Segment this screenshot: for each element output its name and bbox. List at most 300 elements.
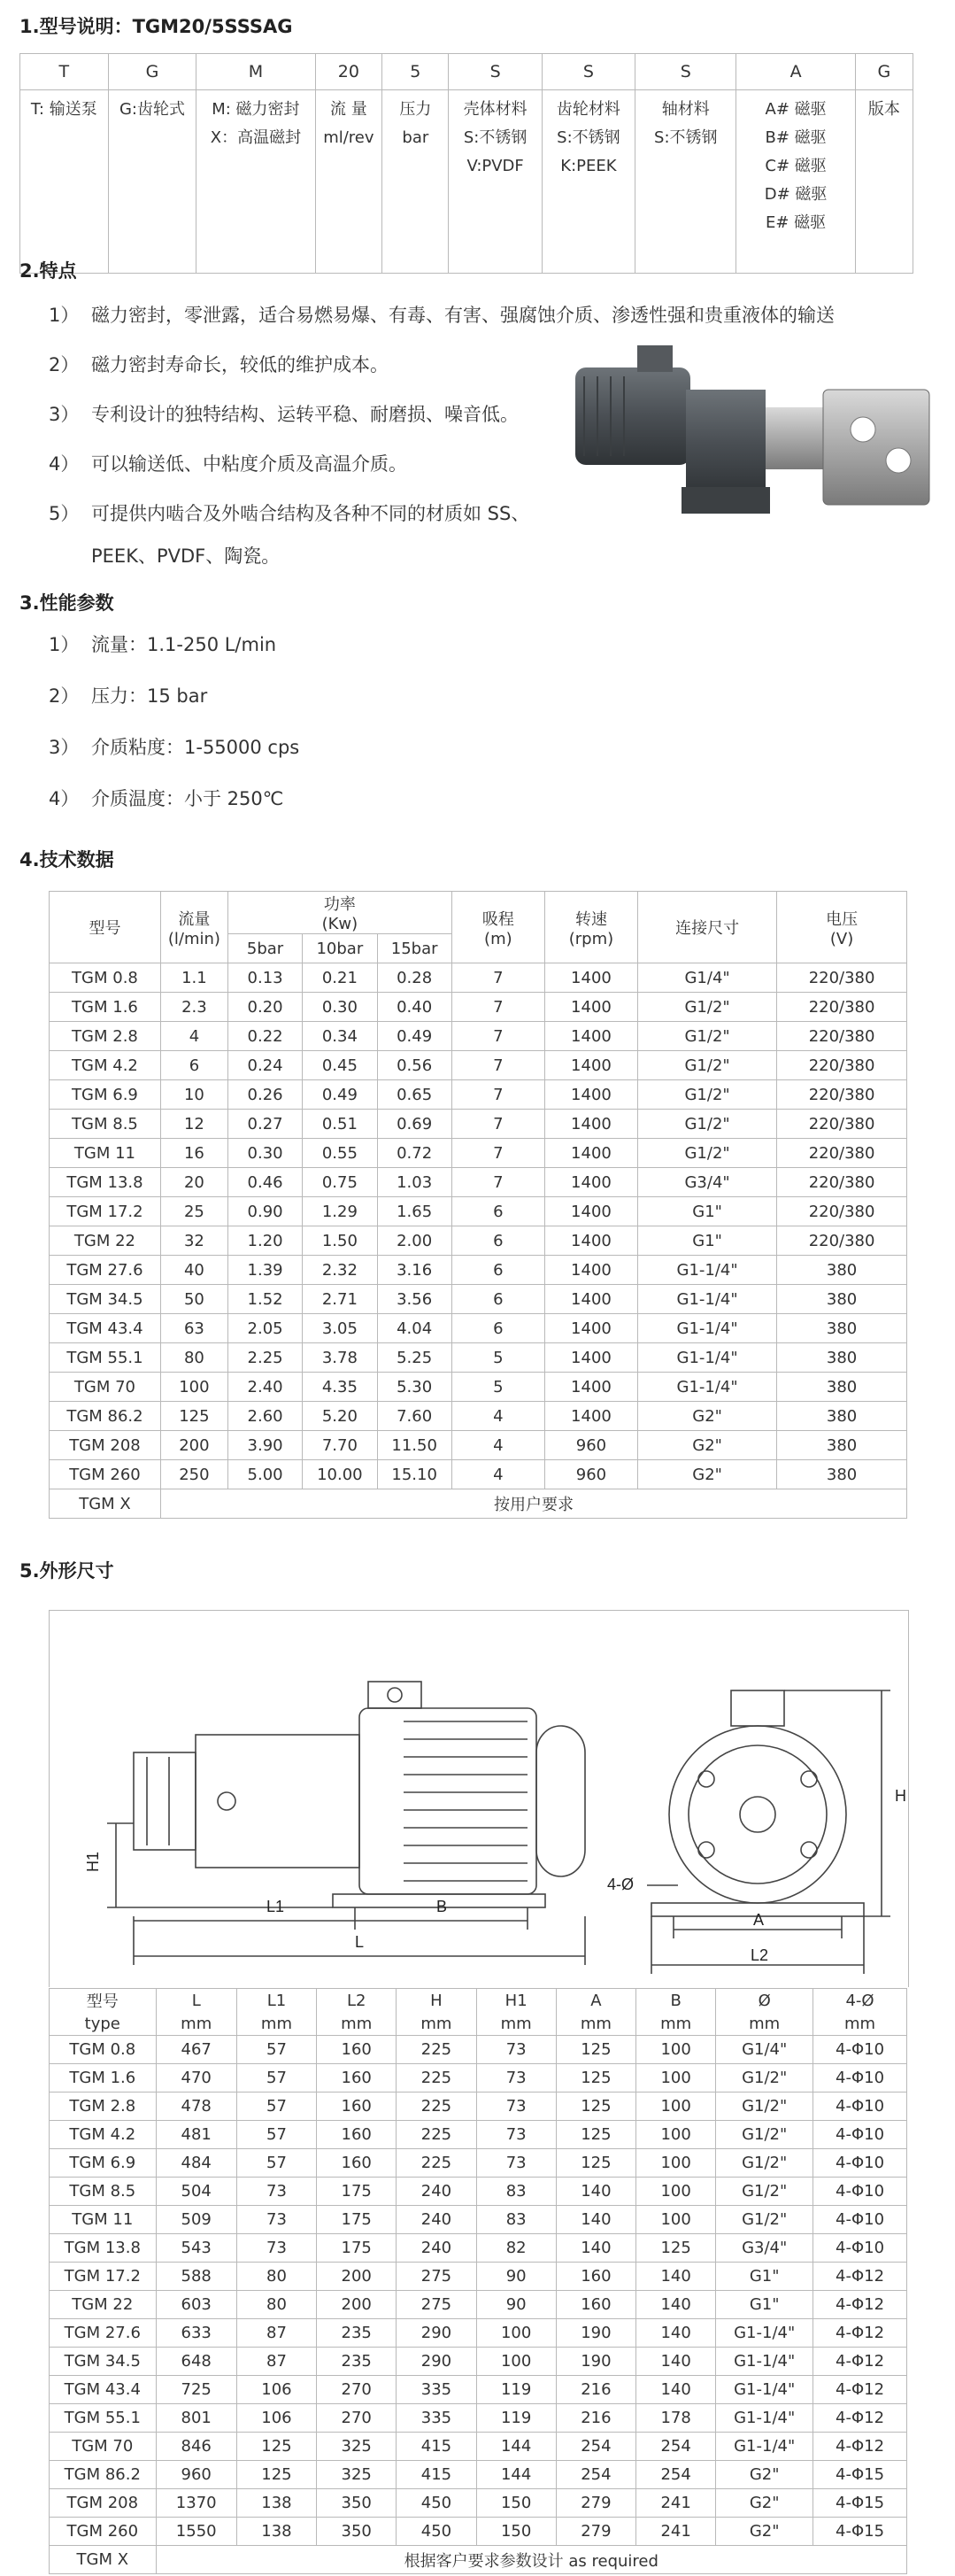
- model-detail-line: 齿轮材料: [556, 100, 620, 119]
- tech-cell: 125: [160, 1402, 227, 1431]
- dim-cell: 603: [156, 2291, 236, 2319]
- dim-cell: 4-Φ12: [813, 2291, 907, 2319]
- tech-cell: 1400: [544, 1197, 637, 1226]
- dim-row: [50, 2263, 907, 2291]
- dim-cell: 200: [317, 2263, 397, 2291]
- tech-cell: 1400: [544, 1110, 637, 1139]
- th-flow: 流量 (l/min): [160, 892, 227, 963]
- performance-num: 3）: [49, 737, 80, 758]
- dim-cell: G1": [716, 2263, 813, 2291]
- label-h1: H1: [84, 1851, 102, 1872]
- tech-cell: 1400: [544, 1080, 637, 1110]
- dim-unit-cell: mm: [716, 2012, 813, 2036]
- dim-cell: TGM 43.4: [50, 2376, 157, 2404]
- dim-cell: 450: [397, 2518, 476, 2546]
- tech-cell: 3.16: [377, 1256, 451, 1285]
- dim-cell: 725: [156, 2376, 236, 2404]
- dim-row: [50, 2433, 907, 2461]
- tech-cell: 0.22: [227, 1022, 302, 1051]
- tech-cell: 3.90: [227, 1431, 302, 1460]
- tech-row: [50, 1197, 907, 1226]
- tech-cell: 0.26: [227, 1080, 302, 1110]
- label-b: B: [436, 1898, 448, 1915]
- tech-cell: TGM 1.6: [50, 993, 161, 1022]
- dim-cell: 4-Φ15: [813, 2461, 907, 2489]
- dim-header-cell: 4-Ø: [813, 1989, 907, 2013]
- dim-cell: 4-Φ15: [813, 2489, 907, 2518]
- tech-cell: 4: [451, 1402, 544, 1431]
- dim-cell: 960: [156, 2461, 236, 2489]
- model-detail-cell: [382, 90, 449, 274]
- tech-cell: 1.1: [160, 963, 227, 993]
- tech-cell: 380: [777, 1285, 907, 1314]
- model-detail-line: 压力: [399, 100, 432, 119]
- dim-cell: 178: [636, 2404, 716, 2433]
- tech-cell: G2": [638, 1402, 777, 1431]
- model-detail-line: E# 磁驱: [765, 213, 827, 232]
- feature-item: [49, 400, 519, 427]
- model-code-table: [19, 53, 913, 274]
- tech-row: [50, 1314, 907, 1343]
- tech-cell: 2.25: [227, 1343, 302, 1373]
- dim-cell: 235: [317, 2319, 397, 2348]
- tech-cell: 0.72: [377, 1139, 451, 1168]
- performance-num: 1）: [49, 634, 80, 655]
- tech-cell: G1-1/4": [638, 1373, 777, 1402]
- dim-cell: G2": [716, 2461, 813, 2489]
- tech-cell: 0.56: [377, 1051, 451, 1080]
- tech-cell: 6: [451, 1256, 544, 1285]
- dim-cell: 240: [397, 2178, 476, 2206]
- model-detail-line: M: 磁力密封: [212, 100, 300, 119]
- tech-row: [50, 1110, 907, 1139]
- tech-cell: 7: [451, 963, 544, 993]
- dim-unit-cell: mm: [556, 2012, 635, 2036]
- tech-cell: 0.55: [303, 1139, 377, 1168]
- tech-cell: G2": [638, 1431, 777, 1460]
- dim-cell: 4-Φ10: [813, 2234, 907, 2263]
- model-code-cell: M: [196, 54, 315, 90]
- dim-cell: TGM 6.9: [50, 2149, 157, 2178]
- tech-cell: 4.04: [377, 1314, 451, 1343]
- tech-cell: 1.52: [227, 1285, 302, 1314]
- dim-row: [50, 2093, 907, 2121]
- feature-num: 5）: [49, 503, 80, 524]
- tech-cell: TGM 43.4: [50, 1314, 161, 1343]
- tech-cell: 11.50: [377, 1431, 451, 1460]
- tech-cell: 1.20: [227, 1226, 302, 1256]
- tech-cell: TGM 260: [50, 1460, 161, 1489]
- dim-cell: 83: [476, 2206, 556, 2234]
- feature-text: 专利设计的独特结构、运转平稳、耐磨损、噪音低。: [91, 404, 519, 425]
- dim-cell: TGM 2.8: [50, 2093, 157, 2121]
- dim-cell: 150: [476, 2518, 556, 2546]
- tech-cell: 380: [777, 1402, 907, 1431]
- performance-num: 2）: [49, 685, 80, 707]
- tech-cell: TGM 22: [50, 1226, 161, 1256]
- section-model-title: 1.型号说明：TGM20/5SSSAG: [19, 16, 293, 37]
- model-detail-line: X：高温磁封: [210, 128, 302, 147]
- tech-row: [50, 1285, 907, 1314]
- tech-cell: 1400: [544, 1402, 637, 1431]
- tech-row: [50, 993, 907, 1022]
- dim-cell: 138: [236, 2518, 316, 2546]
- dim-cell: 254: [556, 2461, 635, 2489]
- dim-unit-cell: mm: [476, 2012, 556, 2036]
- dim-cell: 4-Φ12: [813, 2433, 907, 2461]
- tech-cell-note: 按用户要求: [160, 1489, 906, 1519]
- tech-cell: 4: [160, 1022, 227, 1051]
- model-detail-line: V:PVDF: [466, 157, 524, 175]
- model-detail-line: C# 磁驱: [765, 157, 827, 175]
- feature-item: [49, 351, 389, 377]
- dim-cell: G1-1/4": [716, 2319, 813, 2348]
- tech-cell: 380: [777, 1343, 907, 1373]
- tech-cell: 960: [544, 1431, 637, 1460]
- tech-cell: G1/2": [638, 1051, 777, 1080]
- dim-cell: G2": [716, 2518, 813, 2546]
- dim-row: [50, 2319, 907, 2348]
- dim-cell: 270: [317, 2404, 397, 2433]
- label-a: A: [753, 1911, 765, 1929]
- tech-row: [50, 1022, 907, 1051]
- tech-cell: G1/2": [638, 993, 777, 1022]
- dim-cell: 138: [236, 2489, 316, 2518]
- dim-cell: G1-1/4": [716, 2348, 813, 2376]
- tech-cell: 2.00: [377, 1226, 451, 1256]
- dim-cell: 73: [476, 2064, 556, 2093]
- model-code-cell: T: [20, 54, 109, 90]
- tech-cell: 1400: [544, 1226, 637, 1256]
- dim-cell: 125: [556, 2121, 635, 2149]
- dim-cell: 335: [397, 2404, 476, 2433]
- dim-cell: 509: [156, 2206, 236, 2234]
- dim-cell: 160: [317, 2121, 397, 2149]
- tech-row-custom: [50, 1489, 907, 1519]
- dim-header-cell: 型号: [50, 1989, 157, 2013]
- performance-text: 介质温度：小于 250℃: [91, 788, 284, 809]
- tech-cell: 7: [451, 1022, 544, 1051]
- dim-cell: 4-Φ10: [813, 2206, 907, 2234]
- dim-cell: 119: [476, 2376, 556, 2404]
- dim-cell: 225: [397, 2121, 476, 2149]
- dim-cell: G2": [716, 2489, 813, 2518]
- tech-cell: 16: [160, 1139, 227, 1168]
- dim-row: [50, 2206, 907, 2234]
- tech-cell: G1-1/4": [638, 1314, 777, 1343]
- tech-row: [50, 1343, 907, 1373]
- model-code-cell: 20: [315, 54, 382, 90]
- tech-row: [50, 1460, 907, 1489]
- tech-cell: 40: [160, 1256, 227, 1285]
- dim-cell: TGM 27.6: [50, 2319, 157, 2348]
- tech-row: [50, 1051, 907, 1080]
- tech-cell: 1400: [544, 993, 637, 1022]
- tech-cell: 5.00: [227, 1460, 302, 1489]
- dim-cell: 140: [636, 2376, 716, 2404]
- feature-item: [49, 450, 407, 476]
- feature-num: 1）: [49, 305, 80, 326]
- feature-text: 可以输送低、中粘度介质及高温介质。: [91, 453, 407, 475]
- model-code-cell: S: [542, 54, 635, 90]
- dim-cell: G1-1/4": [716, 2433, 813, 2461]
- tech-cell: 6: [160, 1051, 227, 1080]
- dim-cell: 4-Φ12: [813, 2376, 907, 2404]
- dim-unit-cell: mm: [397, 2012, 476, 2036]
- dim-header-cell: Ø: [716, 1989, 813, 2013]
- dim-row: [50, 2178, 907, 2206]
- dim-cell: 240: [397, 2234, 476, 2263]
- dim-unit-cell: type: [50, 2012, 157, 2036]
- performance-num: 4）: [49, 788, 80, 809]
- dim-cell: 140: [556, 2234, 635, 2263]
- dim-cell: 100: [636, 2206, 716, 2234]
- dim-cell: 100: [636, 2093, 716, 2121]
- model-code-cell: S: [635, 54, 736, 90]
- tech-cell: 1400: [544, 1168, 637, 1197]
- tech-cell: 1400: [544, 1314, 637, 1343]
- dim-cell: G1/2": [716, 2121, 813, 2149]
- tech-cell: 32: [160, 1226, 227, 1256]
- section-dimensions-title: 5.外形尺寸: [19, 1560, 114, 1582]
- tech-cell: TGM 2.8: [50, 1022, 161, 1051]
- dim-cell: TGM 34.5: [50, 2348, 157, 2376]
- dim-cell: 190: [556, 2319, 635, 2348]
- tech-cell: 4.35: [303, 1373, 377, 1402]
- dim-cell: 4-Φ10: [813, 2036, 907, 2064]
- tech-cell: 6: [451, 1285, 544, 1314]
- feature-text: 磁力密封寿命长，较低的维护成本。: [91, 354, 389, 375]
- tech-cell: 0.13: [227, 963, 302, 993]
- th-model: 型号: [50, 892, 161, 963]
- dim-cell: 73: [476, 2036, 556, 2064]
- tech-cell: 2.71: [303, 1285, 377, 1314]
- dim-unit-cell: mm: [236, 2012, 316, 2036]
- dim-cell: 100: [476, 2348, 556, 2376]
- dim-cell: 350: [317, 2489, 397, 2518]
- th-p15: 15bar: [377, 934, 451, 963]
- tech-cell: 220/380: [777, 1139, 907, 1168]
- model-detail-cell: [20, 90, 109, 274]
- dim-cell: 175: [317, 2234, 397, 2263]
- tech-cell: 25: [160, 1197, 227, 1226]
- dim-cell: 415: [397, 2461, 476, 2489]
- tech-cell: 5.30: [377, 1373, 451, 1402]
- tech-cell: G1/4": [638, 963, 777, 993]
- tech-cell: TGM 17.2: [50, 1197, 161, 1226]
- tech-cell: G1/2": [638, 1080, 777, 1110]
- dimension-table: [49, 1988, 907, 2574]
- dim-cell: 279: [556, 2489, 635, 2518]
- tech-cell: 1400: [544, 963, 637, 993]
- tech-cell: 1400: [544, 1051, 637, 1080]
- feature-continuation: PEEK、PVDF、陶瓷。: [91, 545, 281, 567]
- dim-cell: G1/2": [716, 2064, 813, 2093]
- dim-cell: 57: [236, 2121, 316, 2149]
- dim-row: [50, 2376, 907, 2404]
- dim-unit-cell: mm: [317, 2012, 397, 2036]
- dim-cell: G1-1/4": [716, 2404, 813, 2433]
- tech-cell: 2.05: [227, 1314, 302, 1343]
- tech-cell: 1400: [544, 1343, 637, 1373]
- tech-row: [50, 963, 907, 993]
- dim-cell: 80: [236, 2263, 316, 2291]
- model-detail-line: D# 磁驱: [764, 185, 828, 204]
- dim-header-cell: H1: [476, 1989, 556, 2013]
- dim-cell: 4-Φ10: [813, 2178, 907, 2206]
- dim-cell: 235: [317, 2348, 397, 2376]
- dim-cell: G1-1/4": [716, 2376, 813, 2404]
- dim-cell: 140: [556, 2206, 635, 2234]
- dim-cell: 140: [636, 2348, 716, 2376]
- dim-cell: 160: [317, 2064, 397, 2093]
- tech-cell: 220/380: [777, 1197, 907, 1226]
- tech-cell: 7: [451, 993, 544, 1022]
- pump-photo: [558, 337, 947, 540]
- th-conn: 连接尺寸: [638, 892, 777, 963]
- label-l1: L1: [266, 1898, 285, 1915]
- dim-cell: 4-Φ10: [813, 2121, 907, 2149]
- dim-cell: TGM 0.8: [50, 2036, 157, 2064]
- tech-cell: 0.45: [303, 1051, 377, 1080]
- tech-cell: 220/380: [777, 993, 907, 1022]
- dim-cell: 160: [556, 2263, 635, 2291]
- dim-cell: 4-Φ10: [813, 2149, 907, 2178]
- tech-cell: 15.10: [377, 1460, 451, 1489]
- tech-cell: TGM 55.1: [50, 1343, 161, 1373]
- dim-header-cell: A: [556, 1989, 635, 2013]
- dim-cell: 225: [397, 2093, 476, 2121]
- dim-cell: TGM 208: [50, 2489, 157, 2518]
- tech-cell: TGM 208: [50, 1431, 161, 1460]
- tech-cell: 0.20: [227, 993, 302, 1022]
- tech-cell: G1": [638, 1197, 777, 1226]
- th-p5: 5bar: [227, 934, 302, 963]
- tech-cell: 2.40: [227, 1373, 302, 1402]
- model-detail-line: G:齿轮式: [119, 100, 185, 119]
- dim-cell: 57: [236, 2149, 316, 2178]
- tech-cell: 0.27: [227, 1110, 302, 1139]
- dim-cell: 4-Φ12: [813, 2348, 907, 2376]
- tech-cell: TGM 8.5: [50, 1110, 161, 1139]
- dim-cell-model: TGM X: [50, 2546, 157, 2574]
- tech-cell: 220/380: [777, 1051, 907, 1080]
- model-detail-line: S:不锈钢: [557, 128, 620, 147]
- dim-row: [50, 2489, 907, 2518]
- tech-cell: 0.30: [227, 1139, 302, 1168]
- dim-cell: 190: [556, 2348, 635, 2376]
- dim-cell: 144: [476, 2461, 556, 2489]
- tech-cell: TGM 0.8: [50, 963, 161, 993]
- dim-cell: 633: [156, 2319, 236, 2348]
- tech-cell: TGM 11: [50, 1139, 161, 1168]
- dim-cell: 125: [556, 2093, 635, 2121]
- dim-cell: TGM 70: [50, 2433, 157, 2461]
- dim-cell: 254: [636, 2433, 716, 2461]
- tech-cell: 1.29: [303, 1197, 377, 1226]
- dim-cell: 4-Φ10: [813, 2093, 907, 2121]
- tech-cell: 100: [160, 1373, 227, 1402]
- tech-cell: 0.51: [303, 1110, 377, 1139]
- model-detail-line: K:PEEK: [560, 157, 617, 175]
- tech-cell-model: TGM X: [50, 1489, 161, 1519]
- dim-cell: TGM 260: [50, 2518, 157, 2546]
- tech-cell: 0.34: [303, 1022, 377, 1051]
- performance-text: 流量：1.1-250 L/min: [91, 634, 277, 655]
- model-detail-line: 轴材料: [661, 100, 710, 119]
- dim-cell: 241: [636, 2489, 716, 2518]
- dim-cell: 80: [236, 2291, 316, 2319]
- dim-cell: TGM 4.2: [50, 2121, 157, 2149]
- tech-cell: TGM 34.5: [50, 1285, 161, 1314]
- dim-cell: 325: [317, 2433, 397, 2461]
- dim-cell: G1": [716, 2291, 813, 2319]
- th-p10: 10bar: [303, 934, 377, 963]
- model-code-cell: 5: [382, 54, 449, 90]
- model-code-cell: S: [449, 54, 542, 90]
- dim-cell: 4-Φ12: [813, 2319, 907, 2348]
- performance-text: 压力：15 bar: [91, 685, 208, 707]
- label-l: L: [355, 1933, 365, 1951]
- tech-cell: 10.00: [303, 1460, 377, 1489]
- dim-header-cell: H: [397, 1989, 476, 2013]
- tech-cell: 2.3: [160, 993, 227, 1022]
- model-detail-line: ml/rev: [323, 128, 374, 147]
- tech-cell: 380: [777, 1373, 907, 1402]
- dim-cell: TGM 22: [50, 2291, 157, 2319]
- dimension-drawing: [49, 1610, 909, 1987]
- dim-cell: 325: [317, 2461, 397, 2489]
- tech-cell: 380: [777, 1256, 907, 1285]
- tech-cell: 7: [451, 1051, 544, 1080]
- dim-cell: 140: [636, 2291, 716, 2319]
- tech-cell: G1/2": [638, 1139, 777, 1168]
- dim-cell: 119: [476, 2404, 556, 2433]
- dim-row: [50, 2291, 907, 2319]
- dim-row: [50, 2404, 907, 2433]
- dim-cell: 846: [156, 2433, 236, 2461]
- tech-cell: 0.24: [227, 1051, 302, 1080]
- dim-cell: G1/2": [716, 2149, 813, 2178]
- tech-cell: TGM 13.8: [50, 1168, 161, 1197]
- tech-cell: 0.69: [377, 1110, 451, 1139]
- model-detail-cell: [736, 90, 855, 274]
- tech-cell: 63: [160, 1314, 227, 1343]
- model-code-row: [20, 54, 913, 90]
- dim-cell: 125: [556, 2149, 635, 2178]
- tech-row: [50, 1373, 907, 1402]
- dim-cell: 648: [156, 2348, 236, 2376]
- section-techdata-title: 4.技术数据: [19, 849, 114, 870]
- dim-cell: 125: [556, 2036, 635, 2064]
- dim-header-cell: B: [636, 1989, 716, 2013]
- tech-cell: 7.70: [303, 1431, 377, 1460]
- tech-row: [50, 1256, 907, 1285]
- dim-cell: G1/2": [716, 2178, 813, 2206]
- dim-cell: 106: [236, 2404, 316, 2433]
- dim-cell: 140: [636, 2319, 716, 2348]
- tech-cell: 0.46: [227, 1168, 302, 1197]
- dim-header-cell: L: [156, 1989, 236, 2013]
- dim-cell: 90: [476, 2263, 556, 2291]
- tech-cell: TGM 27.6: [50, 1256, 161, 1285]
- dim-cell: 125: [236, 2461, 316, 2489]
- dim-cell: 160: [556, 2291, 635, 2319]
- tech-cell: TGM 86.2: [50, 1402, 161, 1431]
- dim-cell: 481: [156, 2121, 236, 2149]
- dim-cell: 160: [317, 2036, 397, 2064]
- dim-cell: TGM 11: [50, 2206, 157, 2234]
